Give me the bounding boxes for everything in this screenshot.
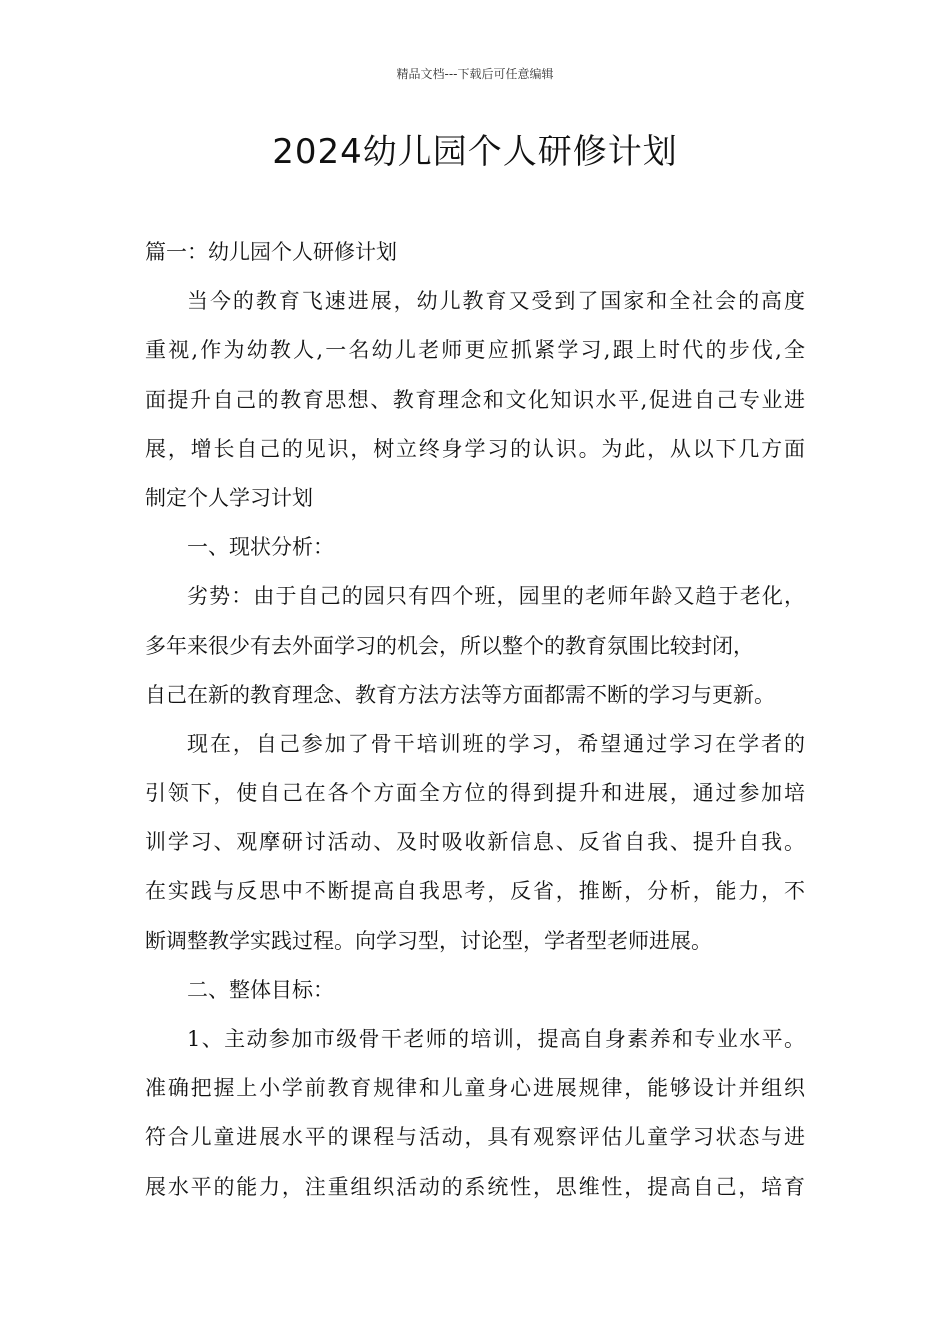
paragraph-line: 面提升自己的教育思想、教育理念和文化知识水平,促进自己专业进 [145,387,805,412]
paragraph-line: 制定个人学习计划 [145,485,313,510]
paragraph-line: 在实践与反思中不断提高自我思考，反省，推断，分析，能力，不 [145,879,805,904]
paragraph-line: 多年来很少有去外面学习的机会，所以整个的教育氛围比较封闭， [145,633,754,658]
paragraph-line: 断调整教学实践过程。向学习型，讨论型，学者型老师进展。 [145,928,712,953]
page-header-note: 精品文档---下载后可任意编辑 [396,67,554,81]
paragraph-line: 展水平的能力，注重组织活动的系统性，思维性，提高自己，培育 [145,1174,805,1199]
paragraph-line: 当今的教育飞速进展，幼儿教育又受到了国家和全社会的高度 [187,289,805,314]
paragraph-line: 自己在新的教育理念、教育方法方法等方面都需不断的学习与更新。 [145,682,775,707]
section-heading-status-analysis: 一、现状分析： [187,535,334,560]
document-body [145,228,805,1212]
paragraph-line: 引领下，使自己在各个方面全方位的得到提升和进展，通过参加培 [145,781,805,806]
paragraph-line: 现在，自己参加了骨干培训班的学习，希望通过学习在学者的 [187,731,805,756]
paragraph-line: 准确把握上小学前教育规律和儿童身心进展规律，能够设计并组织 [145,1076,805,1101]
paragraph-line: 训学习、观摩研讨活动、及时吸收新信息、反省自我、提升自我。 [145,830,805,855]
section-heading-part-one: 篇一：幼儿园个人研修计划 [145,240,397,264]
paragraph-line: 符合儿童进展水平的课程与活动，具有观察评估儿童学习状态与进 [145,1125,805,1150]
paragraph-line: 重视,作为幼教人,一名幼儿老师更应抓紧学习,跟上时代的步伐,全 [145,338,805,363]
paragraph-line: 展，增长自己的见识，树立终身学习的认识。为此，从以下几方面 [145,436,805,461]
paragraph-line: 劣势：由于自己的园只有四个班，园里的老师年龄又趋于老化， [187,584,805,609]
section-heading-overall-goals: 二、整体目标： [187,977,334,1002]
paragraph-line: 1、主动参加市级骨干老师的培训，提高自身素养和专业水平。 [187,1027,805,1051]
document-title: 2024幼儿园个人研修计划 [272,132,678,172]
